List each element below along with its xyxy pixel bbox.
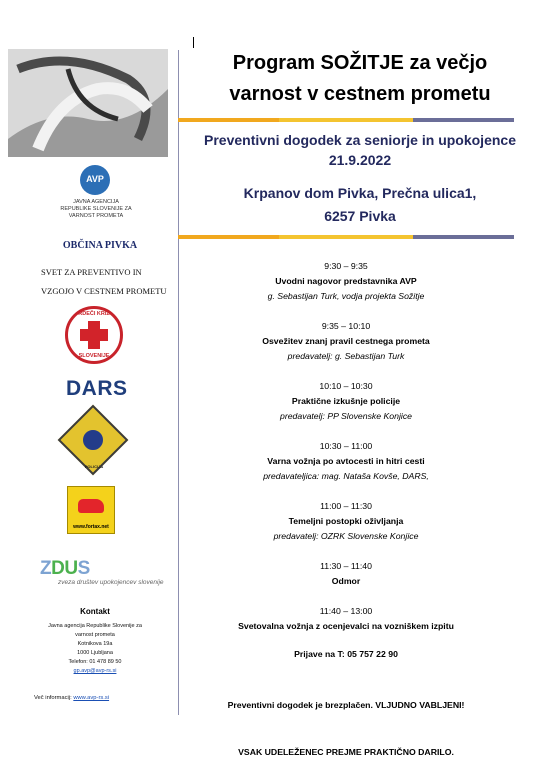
program-item: [186, 499, 506, 544]
venue-line1: Krpanov dom Pivka, Prečna ulica1,: [243, 185, 477, 201]
program-item: [186, 604, 506, 634]
text-cursor: [193, 37, 194, 48]
police-logo-text: POLICIJA: [84, 464, 104, 469]
program-time: 11:30 – 11:40: [320, 561, 372, 571]
header-photo: [8, 49, 168, 157]
avp-logo: AVP: [80, 165, 110, 195]
accent-bar-bottom: [178, 235, 514, 239]
title-line1: Program SOŽITJE za večjo: [232, 52, 488, 74]
kontakt-block: [34, 622, 156, 676]
redcross-top-text: RDEČI KRIŽ: [78, 311, 110, 317]
agency-name: JAVNA AGENCIJA REPUBLIKE SLOVENIJE ZA VARNOST PROMETA: [60, 199, 132, 219]
dars-logo: DARS: [66, 377, 128, 400]
accent-bar-top: [178, 118, 514, 122]
free-event-note: Preventivni dogodek je brezplačen. VLJUDNO VABLJENI!: [227, 700, 465, 710]
kontakt-line: Javna agencija Republike Slovenije za: [48, 623, 142, 629]
red-cross-logo: [65, 306, 123, 364]
kontakt-email-link[interactable]: gp.avp@avp-rs.si: [73, 668, 117, 674]
program-name: Praktične izkušnje policije: [291, 396, 401, 406]
gift-note: VSAK UDELEŽENEC PREJME PRAKTIČNO DARILO.: [238, 747, 454, 757]
program-time: 10:30 – 11:00: [319, 441, 373, 451]
program-time: 9:30 – 9:35: [324, 261, 368, 271]
more-info: Več informacij: www.avp-rs.si: [34, 695, 110, 701]
kontakt-line: 1000 Ljubljana: [77, 650, 113, 656]
program-item: [186, 379, 506, 424]
program-time: 9:35 – 10:10: [321, 321, 371, 331]
event-date: 21.9.2022: [328, 152, 392, 168]
program-time: 10:10 – 10:30: [319, 381, 373, 391]
fortax-text: www.fortax.net: [73, 524, 109, 530]
program-list: [186, 259, 506, 649]
program-name: Uvodni nagovor predstavnika AVP: [275, 276, 417, 286]
event-info: [190, 130, 530, 170]
registration-phone: Prijave na T: 05 757 22 90: [294, 649, 398, 659]
kontakt-title: Kontakt: [80, 607, 110, 616]
svet-line2: VZGOJO V CESTNEM PROMETU: [41, 286, 167, 296]
venue-info: [190, 182, 530, 228]
page-title: [190, 48, 530, 110]
title-line2: varnost v cestnem prometu: [229, 83, 491, 105]
program-name: Varna vožnja po avtocesti in hitri cesti: [267, 456, 425, 466]
program-name: Svetovalna vožnja z ocenjevalci na vozniškem izpitu: [238, 621, 454, 631]
program-time: 11:00 – 11:30: [320, 501, 372, 511]
police-emblem: [81, 428, 105, 452]
program-lecturer: predavatelj: g. Sebastijan Turk: [287, 351, 405, 361]
obcina-name: OBČINA PIVKA: [62, 240, 138, 251]
venue-line2: 6257 Pivka: [324, 208, 396, 224]
fortax-logo: [67, 486, 115, 534]
program-lecturer: predavateljica: mag. Nataša Kovše, DARS,: [263, 471, 429, 481]
program-name: Odmor: [331, 576, 361, 586]
program-name: Temeljni postopki oživljanja: [288, 516, 404, 526]
car-icon: [78, 499, 104, 513]
program-lecturer: predavatelj: PP Slovenske Konjice: [280, 411, 412, 421]
program-item: [186, 259, 506, 304]
kontakt-line: Telefon: 01 478 89 50: [68, 659, 122, 665]
event-title: Preventivni dogodek za seniorje in upokojence: [204, 132, 516, 148]
program-item: [186, 319, 506, 364]
zdus-logo: ZDUS: [40, 558, 90, 579]
program-time: 11:40 – 13:00: [319, 606, 373, 616]
program-lecturer: g. Sebastijan Turk, vodja projekta Sožitje: [267, 291, 425, 301]
program-item: [186, 439, 506, 484]
kontakt-line: Kotnikova 19a: [77, 641, 113, 647]
svet-line1: SVET ZA PREVENTIVO IN: [41, 267, 142, 277]
program-lecturer: predavatelj: OZRK Slovenske Konjice: [273, 531, 419, 541]
redcross-bottom-text: SLOVENIJE: [78, 353, 110, 359]
program-item: [186, 559, 506, 589]
kontakt-line: varnost prometa: [75, 632, 115, 638]
zdus-subtitle: zveza društev upokojencev slovenije: [58, 579, 164, 586]
program-name: Osvežitev znanj pravil cestnega prometa: [262, 336, 430, 346]
website-link[interactable]: www.avp-rs.si: [73, 695, 110, 701]
svet-text: [41, 263, 181, 301]
column-divider: [178, 50, 179, 715]
